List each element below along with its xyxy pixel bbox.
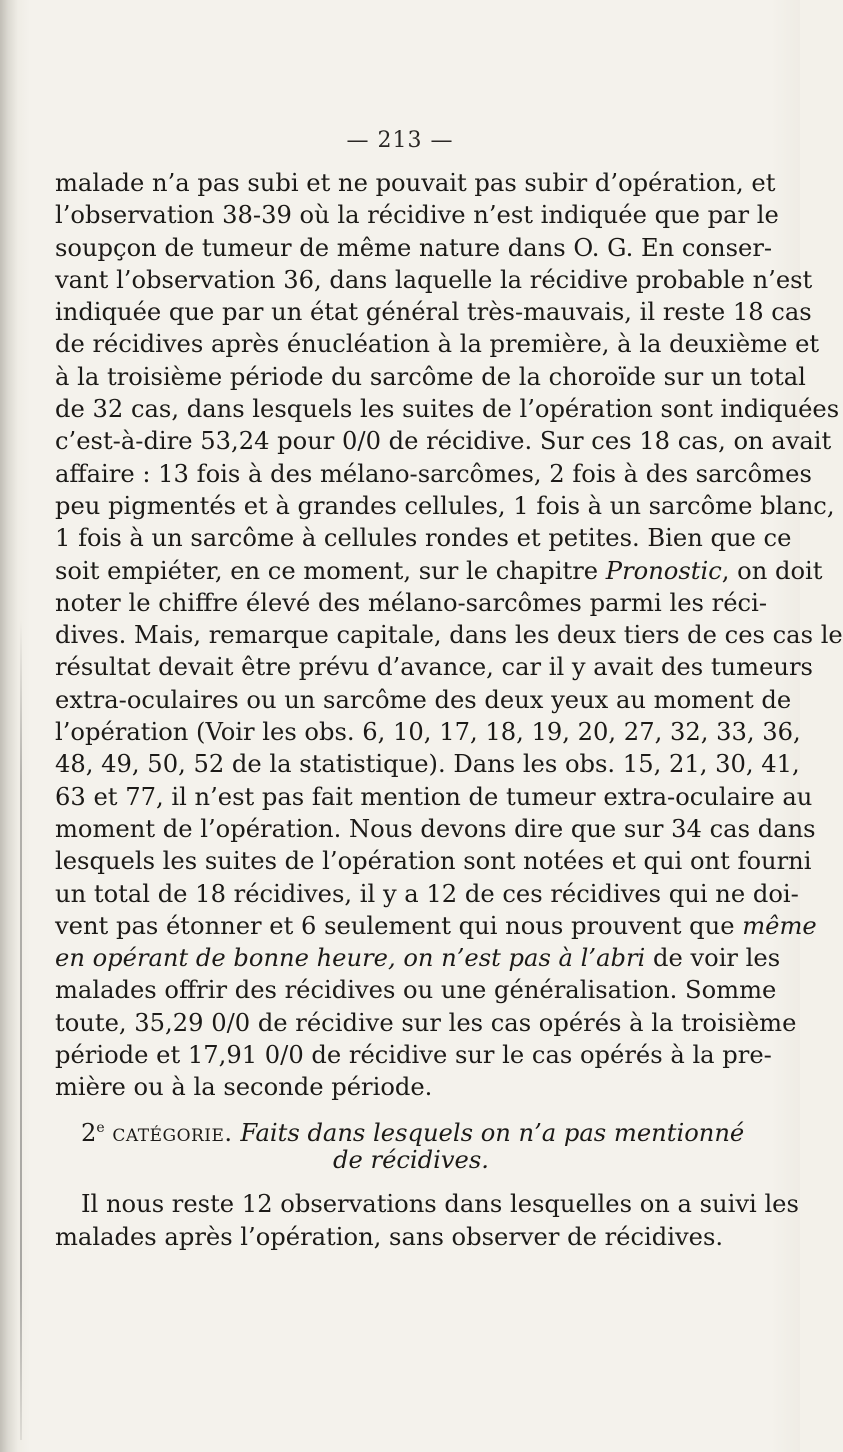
text-line: de 32 cas, dans lesquels les suites de l’opération sont indiquées — [55, 395, 840, 424]
text-line-meme — [55, 910, 817, 942]
text-line: soupçon de tumeur de même nature dans O. G. En conser- — [55, 233, 773, 262]
text-line: peu pigmentés et à grandes cellules, 1 fois à un sarcôme blanc, — [55, 491, 835, 520]
text-line: c’est-à-dire 53,24 pour 0/0 de récidive. Sur ces 18 cas, on avait — [55, 427, 832, 456]
text-line: indiquée que par un état général très-mauvais, il reste 18 cas — [55, 298, 812, 327]
text-line: l’opération (Voir les obs. 6, 10, 17, 18, 19, 20, 27, 32, 33, 36, — [55, 718, 801, 747]
category-label: catégorie. — [112, 1118, 233, 1147]
category-superscript: e — [96, 1119, 105, 1136]
text-line: 1 fois à un sarcôme à cellules rondes et petites. Bien que ce — [55, 524, 792, 553]
text-line: noter le chiffre élevé des mélano-sarcômes parmi les réci- — [55, 588, 767, 617]
text-line-abri — [55, 942, 781, 974]
text-line: résultat devait être prévu d’avance, car il y avait des tumeurs — [55, 653, 813, 682]
body-text — [55, 167, 843, 1253]
text-run: de voir les — [645, 944, 781, 973]
text-line: l’observation 38-39 où la récidive n’est indiquée que par le — [55, 201, 779, 230]
category-number: 2 — [81, 1118, 97, 1147]
text-line: malade n’a pas subi et ne pouvait pas subir d’opération, et — [55, 169, 776, 197]
text-line: malades offrir des récidives ou une généralisation. Somme — [55, 976, 777, 1005]
text-line: période et 17,91 0/0 de récidive sur le cas opérés à la pre- — [55, 1041, 772, 1070]
italic-phrase-abri: en opérant de bonne heure, on n’est pas à l’abri — [55, 944, 646, 973]
text-line: à la troisième période du sarcôme de la choroïde sur un total — [55, 362, 806, 391]
page-edge-mark — [20, 620, 22, 1440]
text-run: vent pas étonner et 6 seulement qui nous prouvent que — [55, 911, 743, 940]
text-line: de récidives après énucléation à la première, à la deuxième et — [55, 330, 820, 359]
page-number: — 213 — — [346, 128, 454, 153]
text-line: moment de l’opération. Nous devons dire que sur 34 cas dans — [55, 814, 816, 843]
text-line: toute, 35,29 0/0 de récidive sur les cas opérés à la troisième — [55, 1008, 797, 1037]
text-line: un total de 18 récidives, il y a 12 de ces récidives qui ne doi- — [55, 879, 799, 908]
text-line: 63 et 77, il n’est pas fait mention de tumeur extra-oculaire au — [55, 782, 813, 811]
text-line-pronostic — [55, 555, 823, 587]
category-title-continued: de récidives. — [333, 1145, 489, 1174]
text-line: malades après l’opération, sans observer de récidives. — [55, 1222, 724, 1251]
category-heading — [55, 1112, 767, 1147]
text-line: Il nous reste 12 observations dans lesquelles on a suivi les — [81, 1190, 799, 1219]
text-line: affaire : 13 fois à des mélano-sarcômes, 2 fois à des sarcômes — [55, 459, 812, 488]
category-title: Faits dans lesquels on n’a pas mentionné — [240, 1118, 745, 1147]
text-line: 48, 49, 50, 52 de la statistique). Dans les obs. 15, 21, 30, 41, — [55, 750, 800, 779]
text-line: extra-oculaires ou un sarcôme des deux yeux au moment de — [55, 685, 792, 714]
text-line: dives. Mais, remarque capitale, dans les deux tiers de ces cas le — [55, 621, 843, 650]
text-line: lesquels les suites de l’opération sont notées et qui ont fourni — [55, 847, 812, 876]
italic-term-meme: même — [742, 911, 817, 940]
text-run: , on doit — [721, 556, 823, 585]
binding-shadow — [0, 0, 18, 1452]
text-line: mière ou à la seconde période. — [55, 1073, 433, 1102]
text-run: soit empiéter, en ce moment, sur le chapitre — [55, 556, 606, 585]
italic-term-pronostic: Pronostic — [605, 556, 722, 585]
text-line: vant l’observation 36, dans laquelle la récidive probable n’est — [55, 265, 813, 294]
